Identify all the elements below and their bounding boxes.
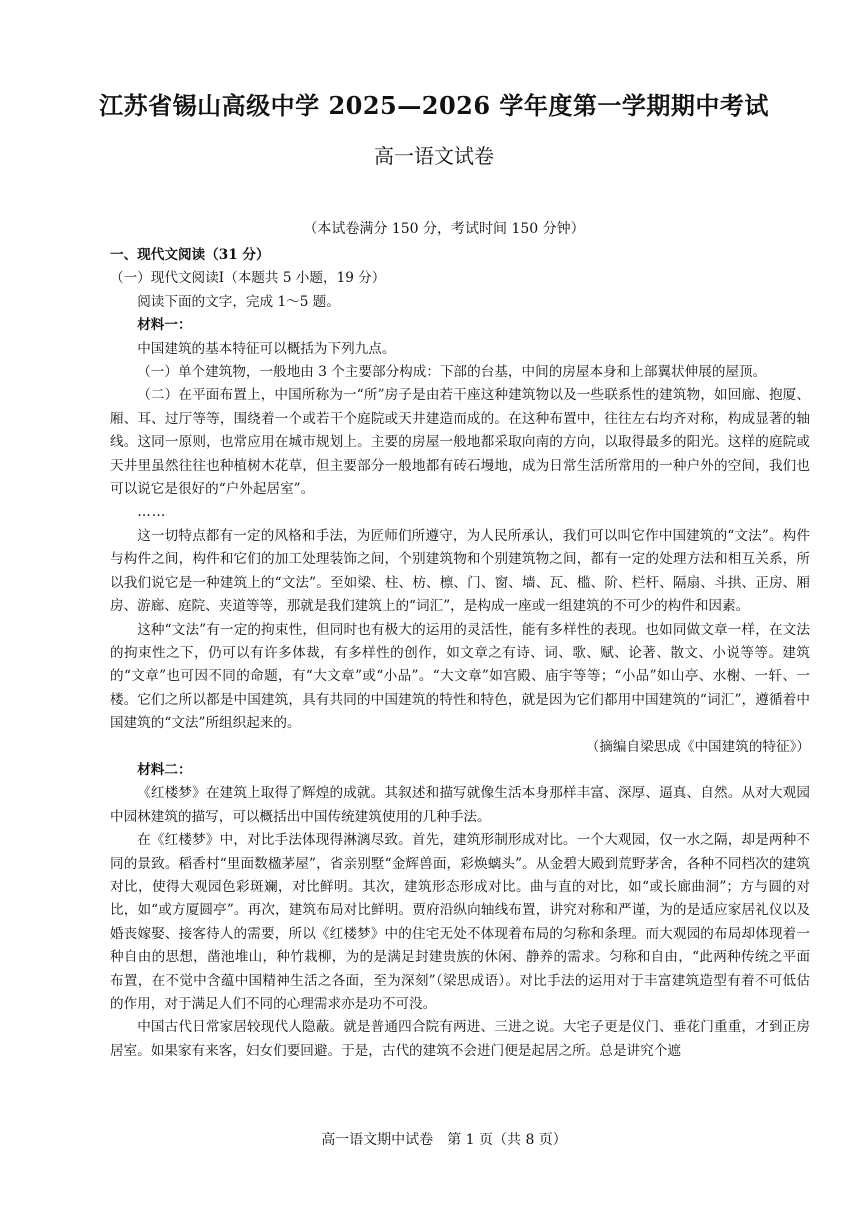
page-footer: 高一语文期中试卷 第 1 页（共 8 页） — [321, 1132, 567, 1148]
paragraph: 中国建筑的基本特征可以概括为下列九点。 — [137, 340, 396, 357]
paragraph: 中国古代日常家居较现代人隐蔽。就是普通四合院有两进、三进之说。大宅子更是仪门、垂花门重重，才到正房居室。如果家有来客，妇女们要回避。于是，古代的建筑不会进门便是起居之所。总是讲究个遮 — [110, 1019, 810, 1059]
paragraph: 在《红楼梦》中，对比手法体现得淋漓尽致。首先，建筑形制形成对比。一个大观园，仅一水之隔，却是两种不同的景致。稻香村“里面数楹茅屋”，省亲别墅“金辉兽面，彩焕螭头”。从金碧大殿到荒野茅舍，各种不同档次的建筑对比，使得大观园色彩斑斓，对比鲜明。其次，建筑形态形成对比。曲与直的对比，如“或长廊曲洞”；方与圆的对比，如“或方厦圆亭”。再次，建筑布局对比鲜明。贾府沿纵向轴线布置，讲究对称和严谨，为的是适应家居礼仪以及婚丧嫁娶、接客待人的需要，所以《红楼梦》中的住宅无处不体现着布局的匀称和条理。而大观园的布局却体现着一种自由的思想，凿池堆山，种竹栽柳，为的是满足封建贵族的休闲、静养的需求。匀称和自由，“此两种传统之平面布置，在不觉中含蕴中国精神生活之各面，至为深刻”（梁思成语）。对比手法的运用对于丰富建筑造型有着不可低估的作用，对于满足人们不同的心理需求亦是功不可没。 — [110, 832, 810, 1012]
reading-body — [110, 244, 810, 1063]
paragraph: 这种“文法”有一定的拘束性，但同时也有极大的运用的灵活性，能有多样性的表现。也如同做文章一样，在文法的拘束性之下，仍可以有许多体裁，有多样性的创作，如文章之有诗、词、歌、赋、论著、散文、小说等等。建筑的“文章”也可因不同的命题，有“大文章”或“小品”。“大文章”如宫殿、庙宇等等；“小品”如山亭、水榭、一轩、一楼。它们之所以都是中国建筑，具有共同的中国建筑的特性和特色，就是因为它们都用中国建筑的“词汇”，遵循着中国建筑的“文法”所组织起来的。 — [110, 621, 810, 732]
paragraph: 这一切特点都有一定的风格和手法，为匠师们所遵守，为人民所承认，我们可以叫它作中国建筑的“文法”。构件与构件之间，构件和它们的加工处理装饰之间，个别建筑物和个别建筑物之间，都有一定的处理方法和相互关系，所以我们说它是一种建筑上的“文法”。至如梁、柱、枋、檩、门、窗、墙、瓦、槛、阶、栏杆、隔扇、斗拱、正房、厢房、游廊、庭院、夹道等等，那就是我们建筑上的“词汇”，是构成一座或一组建筑的不可少的构件和因素。 — [110, 527, 810, 615]
subsection-heading: （一）现代文阅读Ⅰ（本题共 5 小题，19 分） — [110, 270, 386, 287]
exam-meta: （本试卷满分 150 分，考试时间 150 分钟） — [303, 221, 585, 237]
paragraph: （一）单个建筑物，一般地由 3 个主要部分构成：下部的台基，中间的房屋本身和上部翼状伸展的屋顶。 — [137, 364, 767, 381]
exam-title: 江苏省锡山高级中学 2025—2026 学年度第一学期期中考试 — [99, 91, 769, 120]
paragraph: （二）在平面布置上，中国所称为一“所”房子是由若干座这种建筑物以及一些联系性的建筑物，如回廊、抱厦、厢、耳、过厅等等，围绕着一个或若干个庭院或天井建造而成的。在这种布置中，往往左右均齐对称，构成显著的轴线。这同一原则，也常应用在城市规划上。主要的房屋一般地都采取向南的方向，以取得最多的阳光。这样的庭院或天井里虽然往往也种植树木花草，但主要部分一般地都有砖石墁地，成为日常生活所常用的一种户外的空间，我们也可以说它是很好的“户外起居室”。 — [110, 387, 810, 498]
source-citation: （摘编自梁思成《中国建筑的特征》） — [585, 738, 810, 755]
section-heading: 一、现代文阅读（31 分） — [110, 247, 270, 263]
ellipsis: …… — [137, 504, 167, 521]
instruction: 阅读下面的文字，完成 1～5 题。 — [137, 293, 340, 310]
paragraph: 《红楼梦》在建筑上取得了辉煌的成就。其叙述和描写就像生活本身那样丰富、深厚、逼真、自然。从对大观园中园林建筑的描写，可以概括出中国传统建筑使用的几种手法。 — [110, 785, 810, 825]
material-2-label: 材料二： — [137, 761, 192, 778]
exam-subtitle: 高一语文试卷 — [374, 144, 494, 168]
material-1-label: 材料一： — [137, 317, 192, 334]
